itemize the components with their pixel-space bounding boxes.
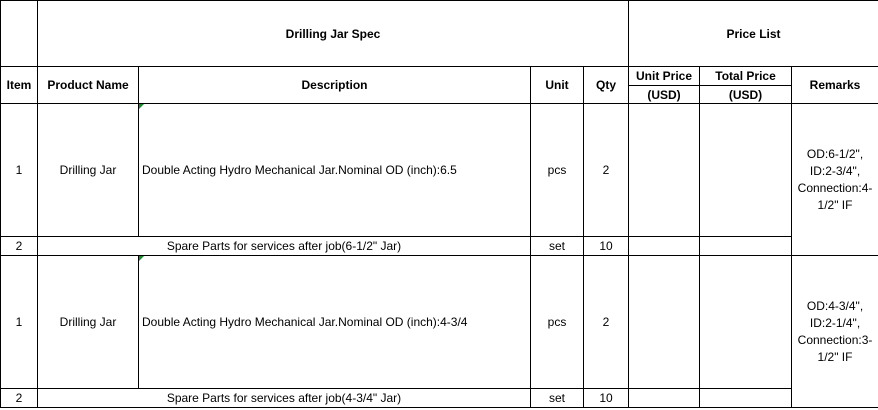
total-price-cell[interactable] bbox=[700, 389, 792, 408]
product-name-cell[interactable]: Drilling Jar bbox=[38, 256, 139, 389]
header-description[interactable]: Description bbox=[139, 67, 531, 104]
product-name-cell[interactable]: Drilling Jar bbox=[38, 104, 139, 237]
header-product-name[interactable]: Product Name bbox=[38, 67, 139, 104]
table-row bbox=[1, 104, 878, 237]
remarks-line: OD:4-3/4", bbox=[806, 298, 864, 313]
spare-parts-description-cell[interactable]: Spare Parts for services after job(6-1/2" Jar) bbox=[38, 237, 531, 256]
remarks-line: Connection:3- bbox=[797, 332, 873, 347]
header-unit-price-currency[interactable]: (USD) bbox=[629, 86, 700, 104]
unit-price-cell[interactable] bbox=[629, 389, 700, 408]
description-cell[interactable] bbox=[139, 256, 531, 389]
spare-parts-description-cell[interactable]: Spare Parts for services after job(4-3/4" Jar) bbox=[38, 389, 531, 408]
item-cell[interactable]: 1 bbox=[1, 104, 38, 237]
table-row bbox=[1, 389, 878, 408]
table-row bbox=[1, 256, 878, 389]
total-price-cell[interactable] bbox=[700, 237, 792, 256]
total-price-cell[interactable] bbox=[700, 104, 792, 237]
header-qty[interactable]: Qty bbox=[584, 67, 629, 104]
unit-cell[interactable]: pcs bbox=[531, 256, 584, 389]
unit-cell[interactable]: set bbox=[531, 389, 584, 408]
unit-price-cell[interactable] bbox=[629, 237, 700, 256]
unit-cell[interactable]: pcs bbox=[531, 104, 584, 237]
comment-marker-icon bbox=[139, 256, 144, 261]
header-remarks[interactable]: Remarks bbox=[792, 67, 878, 104]
table-row bbox=[1, 237, 878, 256]
header-total-price[interactable]: Total Price bbox=[700, 67, 792, 86]
header-total-price-currency[interactable]: (USD) bbox=[700, 86, 792, 104]
header-unit[interactable]: Unit bbox=[531, 67, 584, 104]
qty-cell[interactable]: 2 bbox=[584, 256, 629, 389]
unit-price-cell[interactable] bbox=[629, 104, 700, 237]
remarks-cell[interactable] bbox=[792, 256, 878, 408]
item-cell[interactable]: 2 bbox=[1, 389, 38, 408]
blank-corner-cell[interactable] bbox=[1, 1, 38, 67]
qty-cell[interactable]: 10 bbox=[584, 389, 629, 408]
item-cell[interactable]: 2 bbox=[1, 237, 38, 256]
description-text: Double Acting Hydro Mechanical Jar.Nominal OD (inch):4-3/4 bbox=[142, 315, 468, 329]
header-row-1 bbox=[1, 67, 878, 86]
header-unit-price[interactable]: Unit Price bbox=[629, 67, 700, 86]
unit-cell[interactable]: set bbox=[531, 237, 584, 256]
unit-price-cell[interactable] bbox=[629, 256, 700, 389]
description-text: Double Acting Hydro Mechanical Jar.Nominal OD (inch):6.5 bbox=[142, 163, 457, 177]
remarks-line: 1/2" IF bbox=[817, 349, 853, 364]
qty-cell[interactable]: 10 bbox=[584, 237, 629, 256]
spec-title[interactable]: Drilling Jar Spec bbox=[38, 1, 629, 67]
total-price-cell[interactable] bbox=[700, 256, 792, 389]
remarks-line: Connection:4- bbox=[797, 180, 873, 195]
qty-cell[interactable]: 2 bbox=[584, 104, 629, 237]
remarks-line: ID:2-3/4", bbox=[809, 163, 861, 178]
item-cell[interactable]: 1 bbox=[1, 256, 38, 389]
header-item[interactable]: Item bbox=[1, 67, 38, 104]
remarks-line: OD:6-1/2", bbox=[806, 146, 864, 161]
remarks-cell[interactable] bbox=[792, 104, 878, 256]
remarks-line: ID:2-1/4", bbox=[809, 315, 861, 330]
remarks-line: 1/2" IF bbox=[817, 197, 853, 212]
price-title[interactable]: Price List bbox=[629, 1, 878, 67]
title-row bbox=[1, 1, 878, 67]
comment-marker-icon bbox=[139, 104, 144, 109]
description-cell[interactable] bbox=[139, 104, 531, 237]
